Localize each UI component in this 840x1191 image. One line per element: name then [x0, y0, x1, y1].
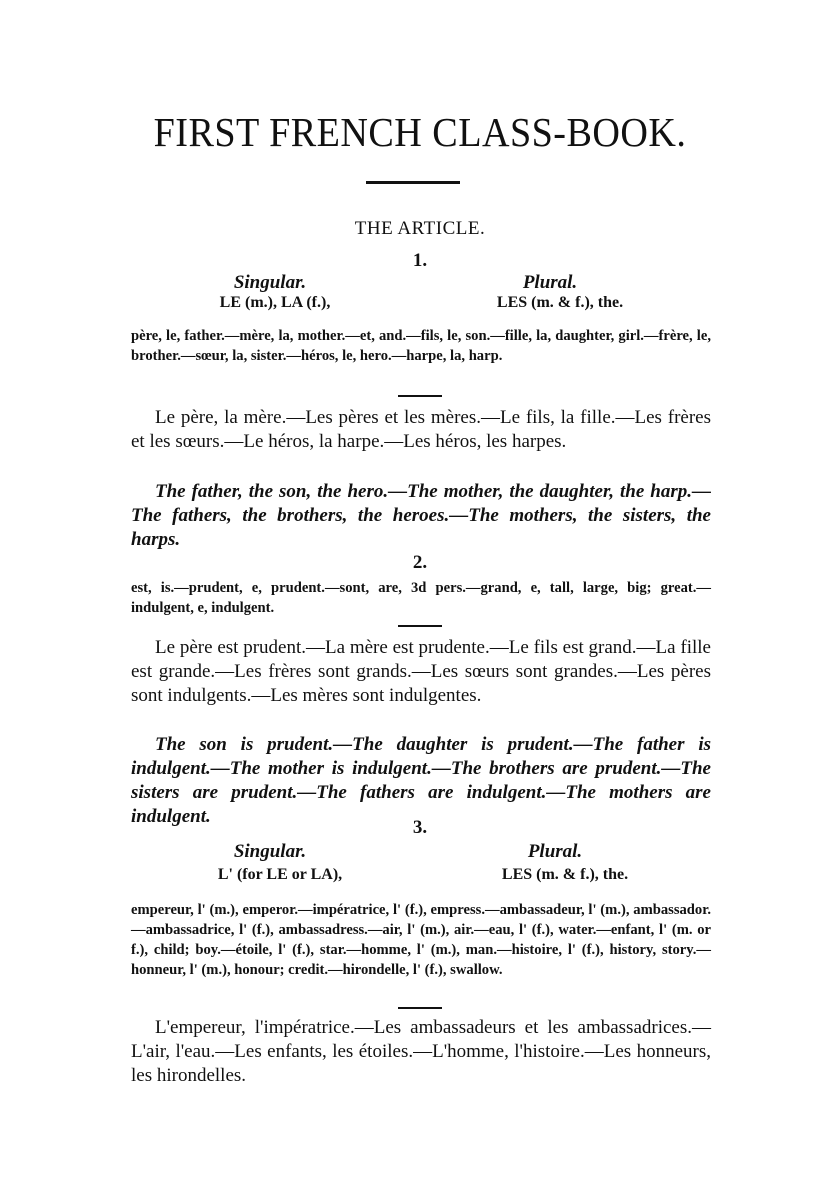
lesson-1-divider [398, 395, 442, 397]
title-rule [366, 181, 460, 184]
lesson-3-singular-heading: Singular. [233, 841, 307, 862]
lesson-1-plural-forms: LES (m. & f.), the. [496, 294, 624, 311]
lesson-1-english-exercise: The father, the son, the hero.—The mother, the daughter, the harp.—The fathers, the brothers, the heroes.—The mothers, the sisters, the harps. [131, 481, 711, 550]
lesson-1-french-exercise: Le père, la mère.—Les pères et les mères.—Le fils, la fille.—Les frères et les sœurs.—Le héros, la harpe.—Les héros, les harpes. [131, 407, 711, 452]
lesson-2-french-exercise: Le père est prudent.—La mère est prudente.—Le fils est grand.—La fille est grande.—Les frères sont grands.—Les sœurs sont grandes.—Les pères sont indulgents.—Les mères sont indulgentes. [131, 637, 711, 706]
lesson-2-english-exercise: The son is prudent.—The daughter is prudent.—The father is indulgent.—The mother is indulgent.—The brothers are prudent.—The sisters are prudent.—The fathers are indulgent.—The mothers are indulgent. [131, 734, 711, 827]
lesson-3-vocabulary: empereur, l' (m.), emperor.—impératrice, l' (f.), empress.—ambassadeur, l' (m.), ambassador.—ambassadrice, l' (f.), ambassadress.—air, l' (m.), air.—eau, l' (f.), water.—enfant, l' (m. or f.), child; boy.—étoile, l' (f.), star.—homme, l' (m.), man.—histoire, l' (f.), history, story.—honneur, l' (m.), honour; credit.—hirondelle, l' (f.), swallow. [131, 902, 711, 978]
section-heading: THE ARTICLE. [354, 218, 486, 239]
lesson-2-divider [398, 625, 442, 627]
lesson-3-plural-heading: Plural. [527, 841, 583, 862]
lesson-3-number: 3. [412, 817, 428, 838]
lesson-1-number: 1. [412, 250, 428, 271]
lesson-3-french-exercise: L'empereur, l'impératrice.—Les ambassadeurs et les ambassadrices.—L'air, l'eau.—Les enfants, les étoiles.—L'homme, l'histoire.—Les honneurs, les hirondelles. [131, 1017, 711, 1086]
lesson-3-divider [398, 1007, 442, 1009]
page-title: FIRST FRENCH CLASS-BOOK. [153, 109, 687, 155]
lesson-1-singular-forms: LE (m.), LA (f.), [219, 294, 331, 311]
lesson-1-vocabulary: père, le, father.—mère, la, mother.—et, and.—fils, le, son.—fille, la, daughter, girl.—frère, le, brother.—sœur, la, sister.—héros, le, hero.—harpe, la, harp. [131, 328, 711, 364]
lesson-2-number: 2. [412, 552, 428, 573]
lesson-1-plural-heading: Plural. [522, 272, 578, 293]
lesson-1-singular-heading: Singular. [233, 272, 307, 293]
lesson-2-vocabulary: est, is.—prudent, e, prudent.—sont, are, 3d pers.—grand, e, tall, large, big; great.—indulgent, e, indulgent. [131, 580, 711, 616]
lesson-3-plural-forms: LES (m. & f.), the. [501, 866, 629, 883]
lesson-3-singular-forms: L' (for LE or LA), [217, 866, 343, 883]
